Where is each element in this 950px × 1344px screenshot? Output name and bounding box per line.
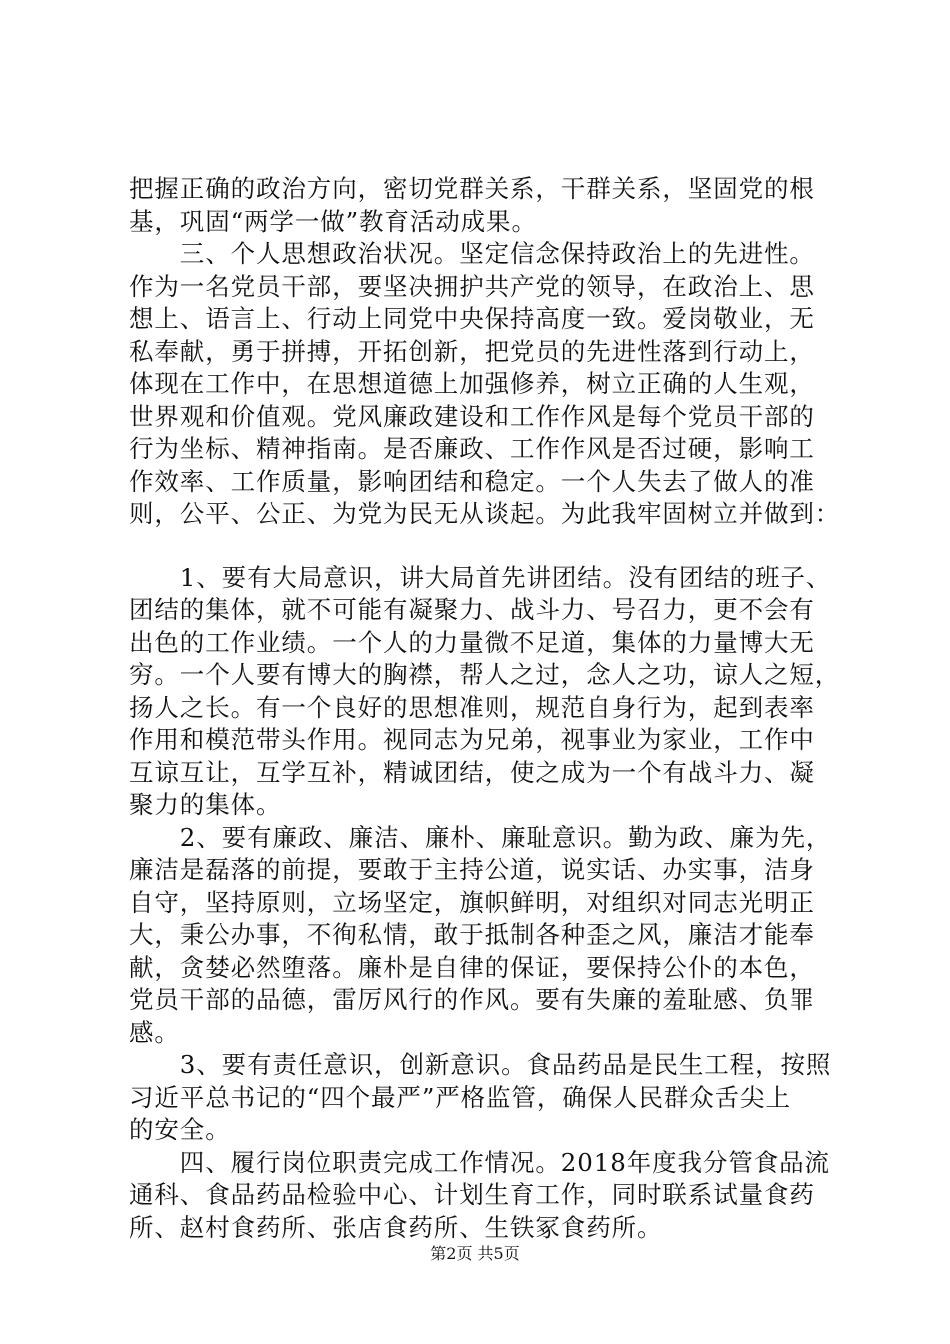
text-line: 作用和模范带头作用。视同志为兄弟，视事业为家业，工作中	[129, 725, 815, 754]
text-line: 团结的集体，就不可能有凝聚力、战斗力、号召力，更不会有	[129, 595, 815, 624]
text-line: 聚力的集体。	[129, 790, 282, 819]
paragraph-block-2	[129, 562, 849, 1245]
text-line: 习近平总书记的“四个最严”严格监管，确保人民群众舌尖上	[129, 1082, 791, 1112]
text-line: 私奉献，勇于拼搏，开拓创新，把党员的先进性落到行动上，	[129, 336, 815, 366]
document-body	[129, 173, 849, 1244]
paragraph-block-1	[129, 173, 849, 531]
text-line: 四、履行岗位职责完成工作情况。2018年度我分管食品流	[129, 1147, 830, 1177]
paragraph-gap	[129, 531, 849, 562]
text-line: 的安全。	[129, 1115, 231, 1144]
text-line: 出色的工作业绩。一个人的力量微不足道，集体的力量博大无	[129, 627, 815, 657]
text-line: 基，巩固“两学一做”教育活动成果。	[129, 206, 537, 236]
text-line: 感。	[129, 1017, 180, 1047]
text-line: 大，秉公办事，不徇私情，敢于抵制各种歪之风，廉洁才能奉	[129, 920, 815, 949]
text-line: 则，公平、公正、为党为民无从谈起。为此我牢固树立并做到：	[129, 499, 841, 528]
text-line: 穷。一个人要有博大的胸襟，帮人之过，念人之功，谅人之短，	[129, 660, 841, 689]
text-line: 廉洁是磊落的前提，要敢于主持公道，说实话、办实事，洁身	[129, 855, 815, 884]
text-line: 扬人之长。有一个良好的思想准则，规范自身行为，起到表率	[129, 692, 815, 722]
text-line: 行为坐标、精神指南。是否廉政、工作作风是否过硬，影响工	[129, 434, 815, 463]
text-line: 2、要有廉政、廉洁、廉朴、廉耻意识。勤为政、廉为先，	[129, 822, 832, 852]
text-line: 把握正确的政治方向，密切党群关系，干群关系，坚固党的根	[129, 174, 815, 203]
text-line: 三、个人思想政治状况。坚定信念保持政治上的先进性。	[129, 239, 815, 268]
page-footer: 第2页 共5页	[430, 1244, 520, 1263]
text-line: 献，贪婪必然堕落。廉朴是自律的保证，要保持公仆的本色，	[129, 952, 815, 982]
text-line: 党员干部的品德，雷厉风行的作风。要有失廉的羞耻感、负罪	[129, 985, 815, 1014]
text-line: 自守，坚持原则，立场坚定，旗帜鲜明，对组织对同志光明正	[129, 887, 815, 917]
text-line: 1、要有大局意识，讲大局首先讲团结。没有团结的班子、	[129, 562, 832, 592]
text-line: 3、要有责任意识，创新意识。食品药品是民生工程，按照	[129, 1050, 832, 1079]
text-line: 世界观和价值观。党风廉政建设和工作作风是每个党员干部的	[129, 401, 815, 431]
text-line: 作为一名党员干部，要坚决拥护共产党的领导，在政治上、思	[129, 271, 815, 301]
text-line: 所、赵村食药所、张店食药所、生铁冢食药所。	[129, 1212, 663, 1242]
text-line: 通科、食品药品检验中心、计划生育工作，同时联系试量食药	[129, 1180, 815, 1209]
text-line: 作效率、工作质量，影响团结和稳定。一个人失去了做人的准	[129, 466, 815, 496]
text-line: 想上、语言上、行动上同党中央保持高度一致。爱岗敬业，无	[129, 304, 815, 333]
text-line: 体现在工作中，在思想道德上加强修养，树立正确的人生观，	[129, 369, 815, 398]
text-line: 互谅互让，互学互补，精诚团结，使之成为一个有战斗力、凝	[129, 757, 815, 787]
